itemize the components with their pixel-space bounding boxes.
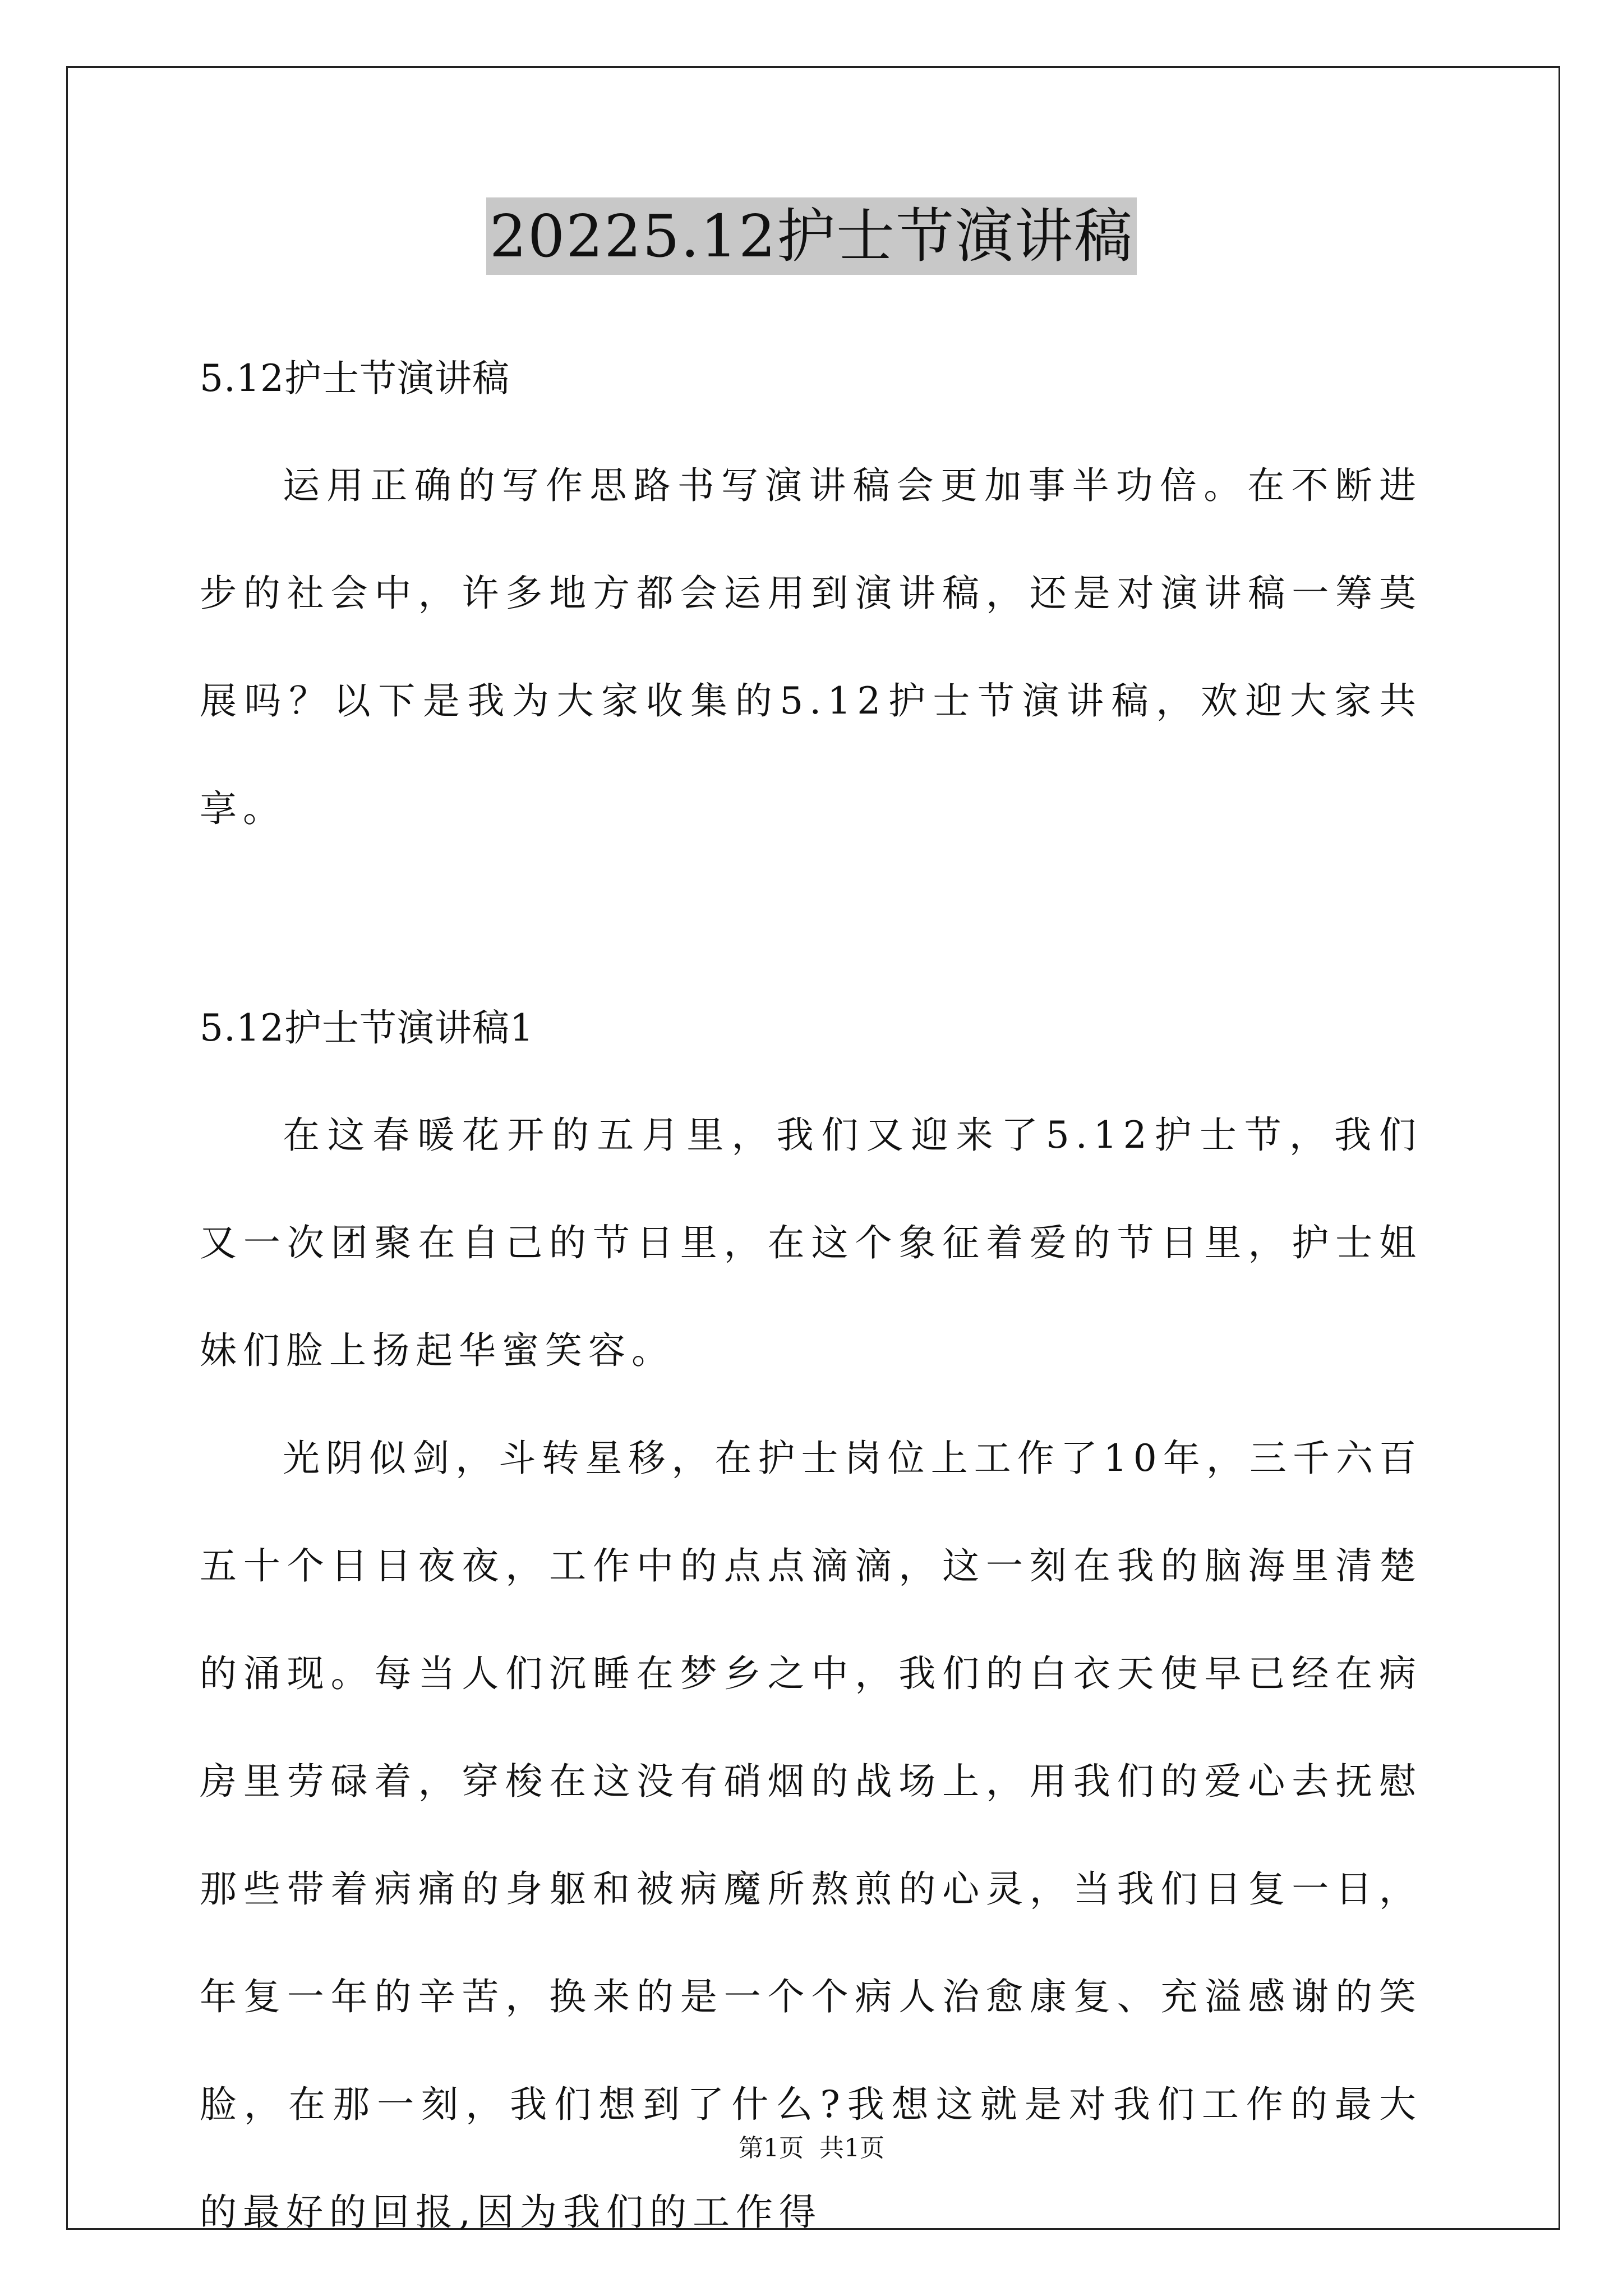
document-subtitle: 5.12护士节演讲稿 (200, 357, 510, 400)
body-paragraph: 光阴似剑，斗转星移，在护士岗位上工作了10年，三千六百五十个日日夜夜，工作中的点点滴滴，这一刻在我的脑海里清楚的涌现。每当人们沉睡在梦乡之中，我们的白衣天使早已经在病房里劳碌着，穿梭在这没有硝烟的战场上，用我们的爱心去抚慰那些带着病痛的身躯和被病魔所熬煎的心灵，当我们日复一日，年复一年的辛苦，换来的是一个个病人治愈康复、充溢感谢的笑脸，在那一刻，我们想到了什么?我想这就是对我们工作的最大的最好的回报,因为我们的工作得 (200, 1437, 1422, 2234)
page-number: 第1页 (739, 2134, 804, 2162)
spacer (200, 409, 1422, 432)
page-footer (0, 2132, 1623, 2165)
intro-paragraph: 运用正确的写作思路书写演讲稿会更加事半功倍。在不断进步的社会中，许多地方都会运用到演讲稿，还是对演讲稿一筹莫展吗？以下是我为大家收集的5.12护士节演讲稿，欢迎大家共享。 (200, 464, 1422, 830)
section-heading: 5.12护士节演讲稿1 (200, 1006, 534, 1050)
page-total: 共1页 (819, 2134, 884, 2162)
document-title: 20225.12护士节演讲稿 (486, 197, 1137, 275)
document-body (200, 348, 1422, 2266)
title-container (0, 197, 1623, 275)
spacer (200, 1059, 1422, 1082)
body-paragraph: 在这春暖花开的五月里，我们又迎来了5.12护士节，我们又一次团聚在自己的节日里，在这个象征着爱的节日里，护士姐妹们脸上扬起华蜜笑容。 (200, 1114, 1422, 1372)
spacer (200, 863, 1422, 997)
